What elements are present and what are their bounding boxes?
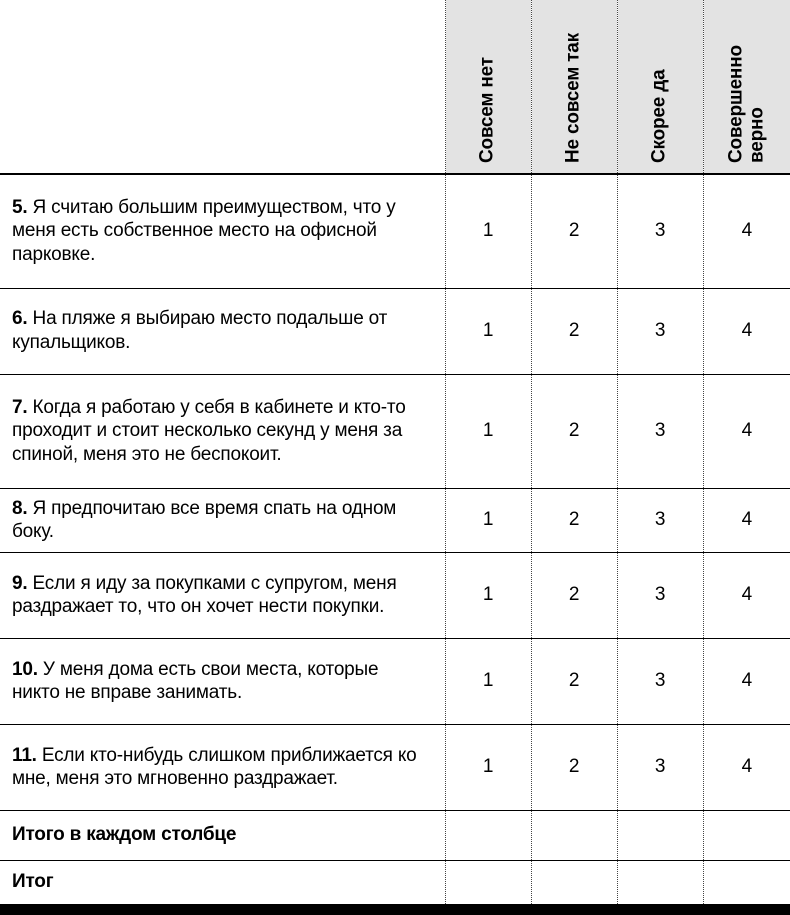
rating-cell: 1	[445, 488, 531, 552]
question-number: 11.	[12, 744, 37, 766]
question-text: Если кто-нибудь слишком приближается ко мне, меня это мгновенно раздражает.	[12, 744, 417, 790]
table-header	[0, 0, 790, 174]
total-cell	[531, 810, 617, 860]
grand-total-cell	[617, 860, 703, 910]
total-per-column-label: Итого в каждом столбце	[0, 810, 445, 860]
column-header-sovsem-net	[445, 0, 531, 174]
question-number: 8.	[12, 497, 28, 519]
total-cell	[703, 810, 790, 860]
question-number: 10.	[12, 658, 38, 680]
question-row-11	[0, 724, 790, 810]
column-header-label: Совсем нет	[476, 56, 498, 163]
column-header-label: Совершенно верно	[725, 44, 767, 163]
question-text: На пляже я выбираю место подальше от купальщиков.	[12, 308, 388, 353]
rating-cell: 3	[617, 288, 703, 374]
rating-cell: 1	[445, 638, 531, 724]
rating-cell: 3	[617, 638, 703, 724]
rating-cell: 2	[531, 174, 617, 288]
grand-total-cell	[445, 860, 531, 910]
question-row-10	[0, 638, 790, 724]
question-cell	[0, 724, 445, 810]
rating-cell: 4	[703, 374, 790, 488]
rating-cell: 1	[445, 552, 531, 638]
rating-cell: 2	[531, 724, 617, 810]
column-header-ne-sovsem-tak	[531, 0, 617, 174]
rating-cell: 4	[703, 638, 790, 724]
question-text: Когда я работаю у себя в кабинете и кто-то проходит и стоит несколько секунд у меня за спиной, меня это не беспокоит.	[12, 396, 406, 465]
column-header-label: Скорее да	[648, 69, 670, 163]
question-cell	[0, 288, 445, 374]
rating-cell: 1	[445, 724, 531, 810]
total-per-column-row	[0, 810, 790, 860]
rating-cell: 1	[445, 374, 531, 488]
total-cell	[445, 810, 531, 860]
header-row	[0, 0, 790, 174]
question-row-5	[0, 174, 790, 288]
question-text: Я считаю большим преимуществом, что у меня есть собственное место на офисной парковке.	[12, 196, 396, 266]
question-text: Если я иду за покупками с супругом, меня раздражает то, что он хочет нести покупки.	[12, 572, 397, 618]
rating-cell: 4	[703, 724, 790, 810]
question-text: У меня дома есть свои места, которые никто не вправе занимать.	[12, 658, 379, 704]
grand-total-cell	[703, 860, 790, 910]
rating-cell: 2	[531, 638, 617, 724]
column-header-skoree-da	[617, 0, 703, 174]
question-cell	[0, 488, 445, 552]
question-number: 7.	[12, 396, 28, 418]
rating-cell: 3	[617, 552, 703, 638]
column-header-sovershenno-verno	[703, 0, 790, 174]
question-row-8	[0, 488, 790, 552]
column-header-label: Не совсем так	[562, 32, 584, 163]
rating-cell: 1	[445, 174, 531, 288]
rating-cell: 3	[617, 174, 703, 288]
question-text: Я предпочитаю все время спать на одном боку.	[12, 497, 397, 543]
rating-cell: 3	[617, 724, 703, 810]
table-body	[0, 174, 790, 910]
rating-cell: 2	[531, 374, 617, 488]
header-empty-cell	[0, 0, 445, 174]
rating-cell: 4	[703, 288, 790, 374]
grand-total-cell	[531, 860, 617, 910]
rating-cell: 4	[703, 488, 790, 552]
rating-cell: 2	[531, 288, 617, 374]
question-number: 9.	[12, 572, 28, 594]
question-number: 6.	[12, 308, 28, 330]
rating-cell: 4	[703, 174, 790, 288]
question-cell	[0, 552, 445, 638]
total-cell	[617, 810, 703, 860]
question-row-7	[0, 374, 790, 488]
question-row-9	[0, 552, 790, 638]
question-cell	[0, 374, 445, 488]
rating-cell: 2	[531, 552, 617, 638]
question-cell	[0, 638, 445, 724]
rating-cell: 4	[703, 552, 790, 638]
question-cell	[0, 174, 445, 288]
question-row-6	[0, 288, 790, 374]
question-number: 5.	[12, 196, 28, 218]
rating-cell: 1	[445, 288, 531, 374]
rating-cell: 3	[617, 374, 703, 488]
grand-total-label: Итог	[0, 860, 445, 910]
rating-cell: 2	[531, 488, 617, 552]
grand-total-row	[0, 860, 790, 910]
rating-cell: 3	[617, 488, 703, 552]
